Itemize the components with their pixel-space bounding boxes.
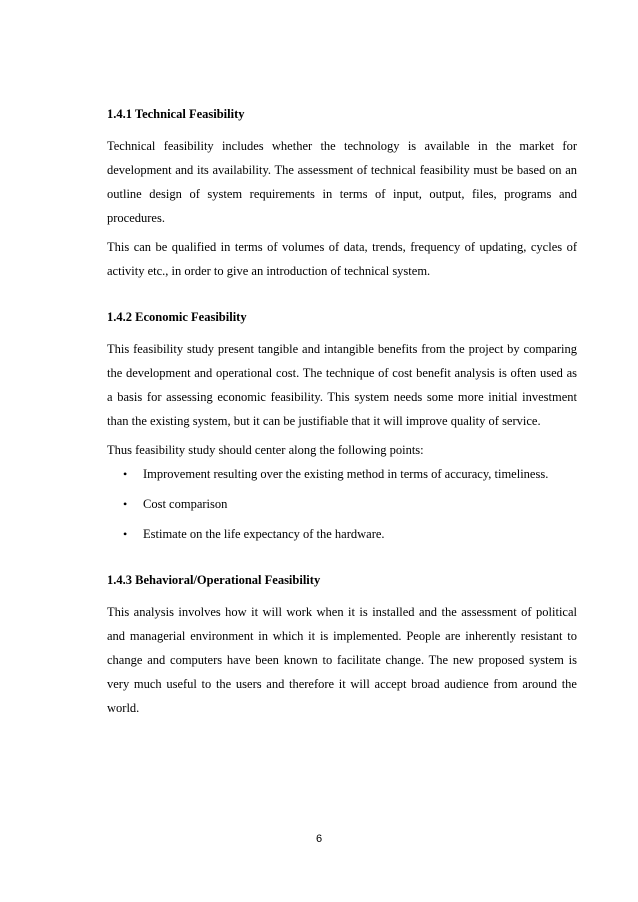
- paragraph: This feasibility study present tangible and intangible benefits from the project by comparing the development and operational cost. The technique of cost benefit analysis is often used as a basis for assessing economic feasibility. This system needs some more initial investment than the existing system, but it can be justifiable that it will improve quality of service.: [107, 342, 577, 428]
- list-item: [123, 462, 577, 486]
- bullet-icon: •: [123, 497, 128, 511]
- bullet-icon: •: [123, 527, 128, 541]
- section-heading-economic-feasibility: 1.4.2 Economic Feasibility: [107, 310, 247, 324]
- list-item: [123, 492, 577, 516]
- paragraph: This can be qualified in terms of volumes of data, trends, frequency of updating, cycles of activity etc., in order to give an introduction of technical system.: [107, 240, 577, 278]
- bullet-list: [107, 462, 577, 546]
- page-number: 6: [315, 833, 323, 845]
- paragraph: Thus feasibility study should center along the following points:: [107, 443, 424, 457]
- paragraph: Technical feasibility includes whether the technology is available in the market for development and its availability. The assessment of technical feasibility must be based on an outline design of system requirements in terms of input, output, files, programs and procedures.: [107, 139, 577, 225]
- page-content: [107, 102, 577, 720]
- bullet-icon: •: [123, 467, 128, 481]
- list-item-text: Cost comparison: [143, 497, 228, 511]
- section-heading-behavioral-operational-feasibility: 1.4.3 Behavioral/Operational Feasibility: [107, 573, 321, 587]
- paragraph: This analysis involves how it will work when it is installed and the assessment of political and managerial environment in which it is implemented. People are inherently resistant to change and computers have been known to facilitate change. The new proposed system is very much useful to the users and therefore it will accept broad audience from around the world.: [107, 605, 577, 715]
- list-item: [123, 522, 577, 546]
- section-heading-technical-feasibility: 1.4.1 Technical Feasibility: [107, 107, 245, 121]
- list-item-text: Improvement resulting over the existing method in terms of accuracy, timeliness.: [143, 467, 549, 481]
- list-item-text: Estimate on the life expectancy of the hardware.: [143, 527, 385, 541]
